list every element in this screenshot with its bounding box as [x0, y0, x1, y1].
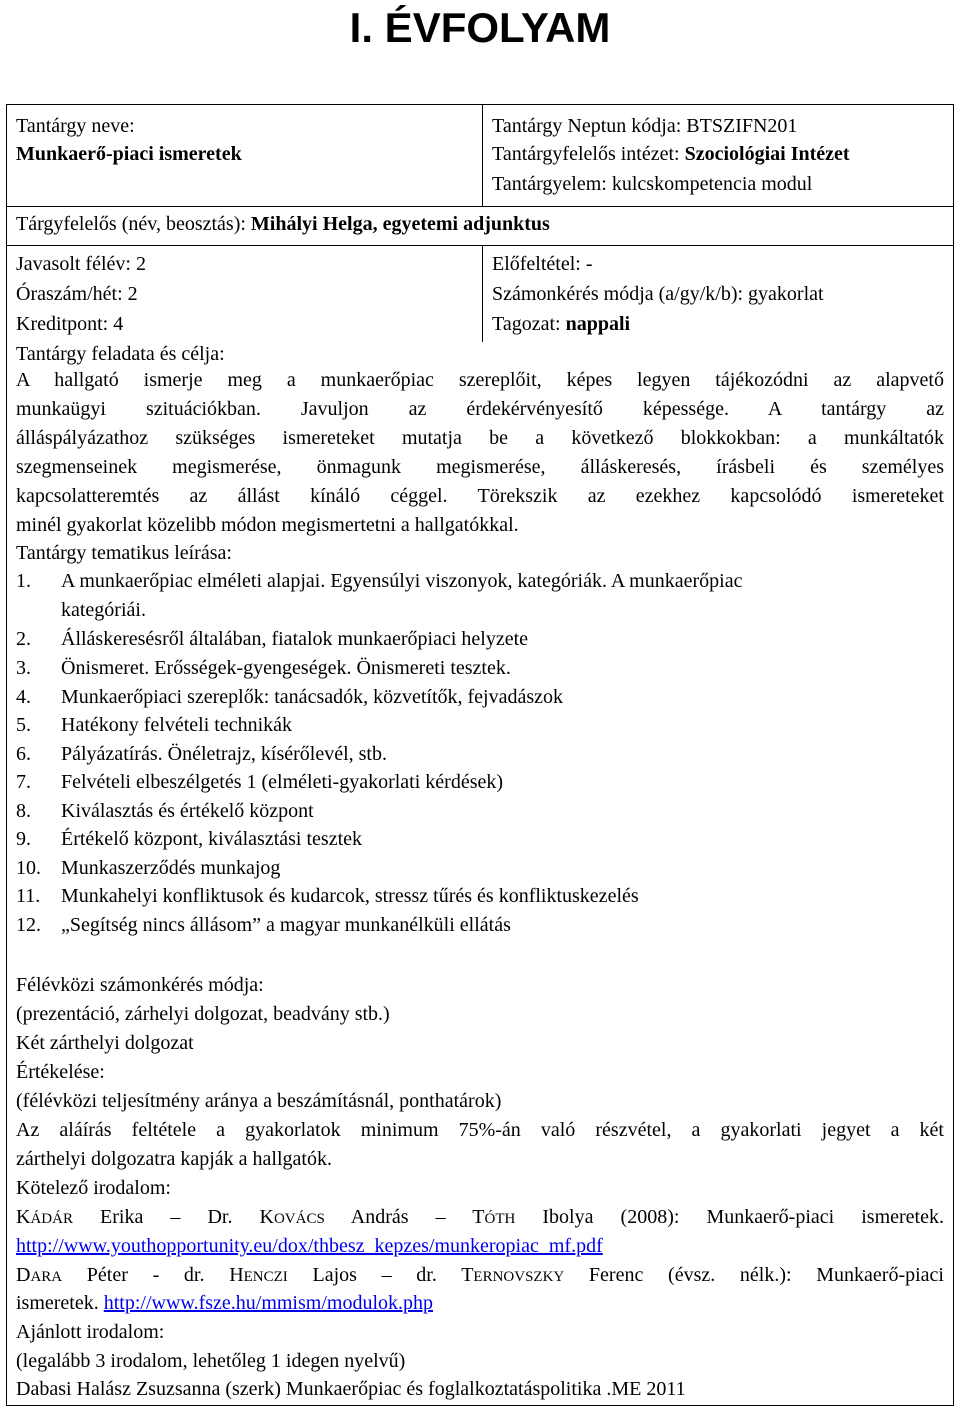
goal-line: kapcsolatteremtés az állást kínáló céggel. Törekszik az ezekhez kapcsolódó ismereteket	[16, 485, 944, 507]
topic-number: 9.	[16, 828, 31, 850]
required-literature-label: Kötelező irodalom:	[16, 1177, 171, 1199]
required-reference-link-line	[16, 1232, 603, 1260]
topic-item: kategóriái.	[61, 599, 146, 621]
topic-number: 11.	[16, 885, 41, 907]
evaluation-text: Az aláírás feltétele a gyakorlatok minimum 75%-án való részvétel, a gyakorlati jegyet a két	[16, 1119, 944, 1141]
required-reference-link-line: ismeretek. http://www.fsze.hu/mmism/modulok.php	[16, 1292, 433, 1314]
institute: Tantárgyfelelős intézet: Szociológiai Intézet	[492, 143, 850, 165]
topic-item: Munkaerőpiaci szereplők: tanácsadók, közvetítők, fejvadászok	[61, 686, 564, 708]
goal-line: munkaügyi szituációkban. Javuljon az érdekérvényesítő képessége. A tantárgy az	[16, 398, 944, 420]
weekly-hours: Óraszám/hét: 2	[16, 283, 138, 305]
topic-item: Munkaszerződés munkajog	[61, 857, 281, 879]
topic-number: 2.	[16, 628, 31, 650]
assessment-mode: Számonkérés módja (a/gy/k/b): gyakorlat	[492, 283, 824, 305]
column-divider	[482, 245, 483, 342]
topic-number: 12.	[16, 914, 41, 936]
topic-number: 1.	[16, 570, 31, 592]
subject-name: Munkaerő-piaci ismeretek	[16, 143, 242, 165]
midterm-hint: (prezentáció, zárhelyi dolgozat, beadvány stb.)	[16, 1003, 390, 1025]
topic-item: Értékelő központ, kiválasztási tesztek	[61, 828, 363, 850]
evaluation-hint: (félévközi teljesítmény aránya a beszámításnál, ponthatárok)	[16, 1090, 502, 1112]
topic-number: 6.	[16, 743, 31, 765]
subject-name-label: Tantárgy neve:	[16, 115, 135, 137]
recommended-reference: Dabasi Halász Zsuzsanna (szerk) Munkaerőpiac és foglalkoztatáspolitika .ME 2011	[16, 1378, 686, 1400]
page-title: I. ÉVFOLYAM	[349, 4, 611, 51]
goal-line: álláspályázathoz szükséges ismereteket mutatja be a következő blokkokban: a munkáltatók	[16, 427, 944, 449]
topic-item: Álláskeresésről általában, fiatalok munkaerőpiaci helyzete	[61, 628, 529, 650]
goal-line: A hallgató ismerje meg a munkaerőpiac szereplőit, képes legyen tájékozódni az alapvető	[16, 369, 944, 391]
topics-label: Tantárgy tematikus leírása:	[16, 542, 232, 564]
midterm-value: Két zárthelyi dolgozat	[16, 1032, 194, 1054]
goal-line: minél gyakorlat közelibb módon megismertetni a hallgatókkal.	[16, 514, 519, 536]
study-section: Tagozat: nappali	[492, 313, 631, 335]
goal-label: Tantárgy feladata és célja:	[16, 343, 225, 365]
evaluation-label: Értékelése:	[16, 1061, 105, 1083]
midterm-label: Félévközi számonkérés módja:	[16, 974, 264, 996]
topic-item: Munkahelyi konfliktusok és kudarcok, stressz tűrés és konfliktuskezelés	[61, 885, 639, 907]
neptun-code: Tantárgy Neptun kódja: BTSZIFN201	[492, 115, 798, 137]
responsible-person: Tárgyfelelős (név, beosztás): Mihályi Helga, egyetemi adjunktus	[16, 213, 550, 235]
topic-number: 10.	[16, 857, 41, 879]
topic-number: 7.	[16, 771, 31, 793]
divider	[6, 245, 954, 246]
column-divider	[482, 104, 483, 206]
topic-item: Pályázatírás. Önéletrajz, kísérőlevél, stb.	[61, 743, 387, 765]
required-reference: DARA Péter - dr. HENCZI Lajos – dr. TERNOVSZKY Ferenc (évsz. nélk.): Munkaerő-piaci	[16, 1264, 944, 1286]
required-reference: KÁDÁR Erika – Dr. KOVÁCS András – TÓTH Ibolya (2008): Munkaerő-piaci ismeretek.	[16, 1206, 944, 1228]
recommended-literature-label: Ajánlott irodalom:	[16, 1321, 165, 1343]
topic-number: 8.	[16, 800, 31, 822]
credit-points: Kreditpont: 4	[16, 313, 124, 335]
topic-number: 4.	[16, 686, 31, 708]
evaluation-text: zárthelyi dolgozatra kapják a hallgatók.	[16, 1148, 332, 1170]
topic-item: Hatékony felvételi technikák	[61, 714, 293, 736]
divider	[6, 206, 954, 207]
topic-number: 3.	[16, 657, 31, 679]
recommended-semester: Javasolt félév: 2	[16, 253, 146, 275]
topic-item: Önismeret. Erősségek-gyengeségek. Önismereti tesztek.	[61, 657, 511, 679]
topic-item: A munkaerőpiac elméleti alapjai. Egyensúlyi viszonyok, kategóriák. A munkaerőpiac	[61, 570, 743, 592]
topic-item: Kiválasztás és értékelő központ	[61, 800, 314, 822]
subject-element: Tantárgyelem: kulcskompetencia modul	[492, 173, 813, 195]
reference-link[interactable]: http://www.youthopportunity.eu/dox/thbesz_kepzes/munkeropiac_mf.pdf	[16, 1235, 603, 1257]
topic-item: „Segítség nincs állásom” a magyar munkanélküli ellátás	[61, 914, 511, 936]
topic-number: 5.	[16, 714, 31, 736]
topic-item: Felvételi elbeszélgetés 1 (elméleti-gyakorlati kérdések)	[61, 771, 504, 793]
reference-link[interactable]: http://www.fsze.hu/mmism/modulok.php	[103, 1292, 433, 1314]
recommended-literature-hint: (legalább 3 irodalom, lehetőleg 1 idegen nyelvű)	[16, 1350, 406, 1372]
goal-line: szegmenseinek megismerése, önmagunk megismerése, álláskeresés, írásbeli és személyes	[16, 456, 944, 478]
prerequisite: Előfeltétel: -	[492, 253, 593, 275]
